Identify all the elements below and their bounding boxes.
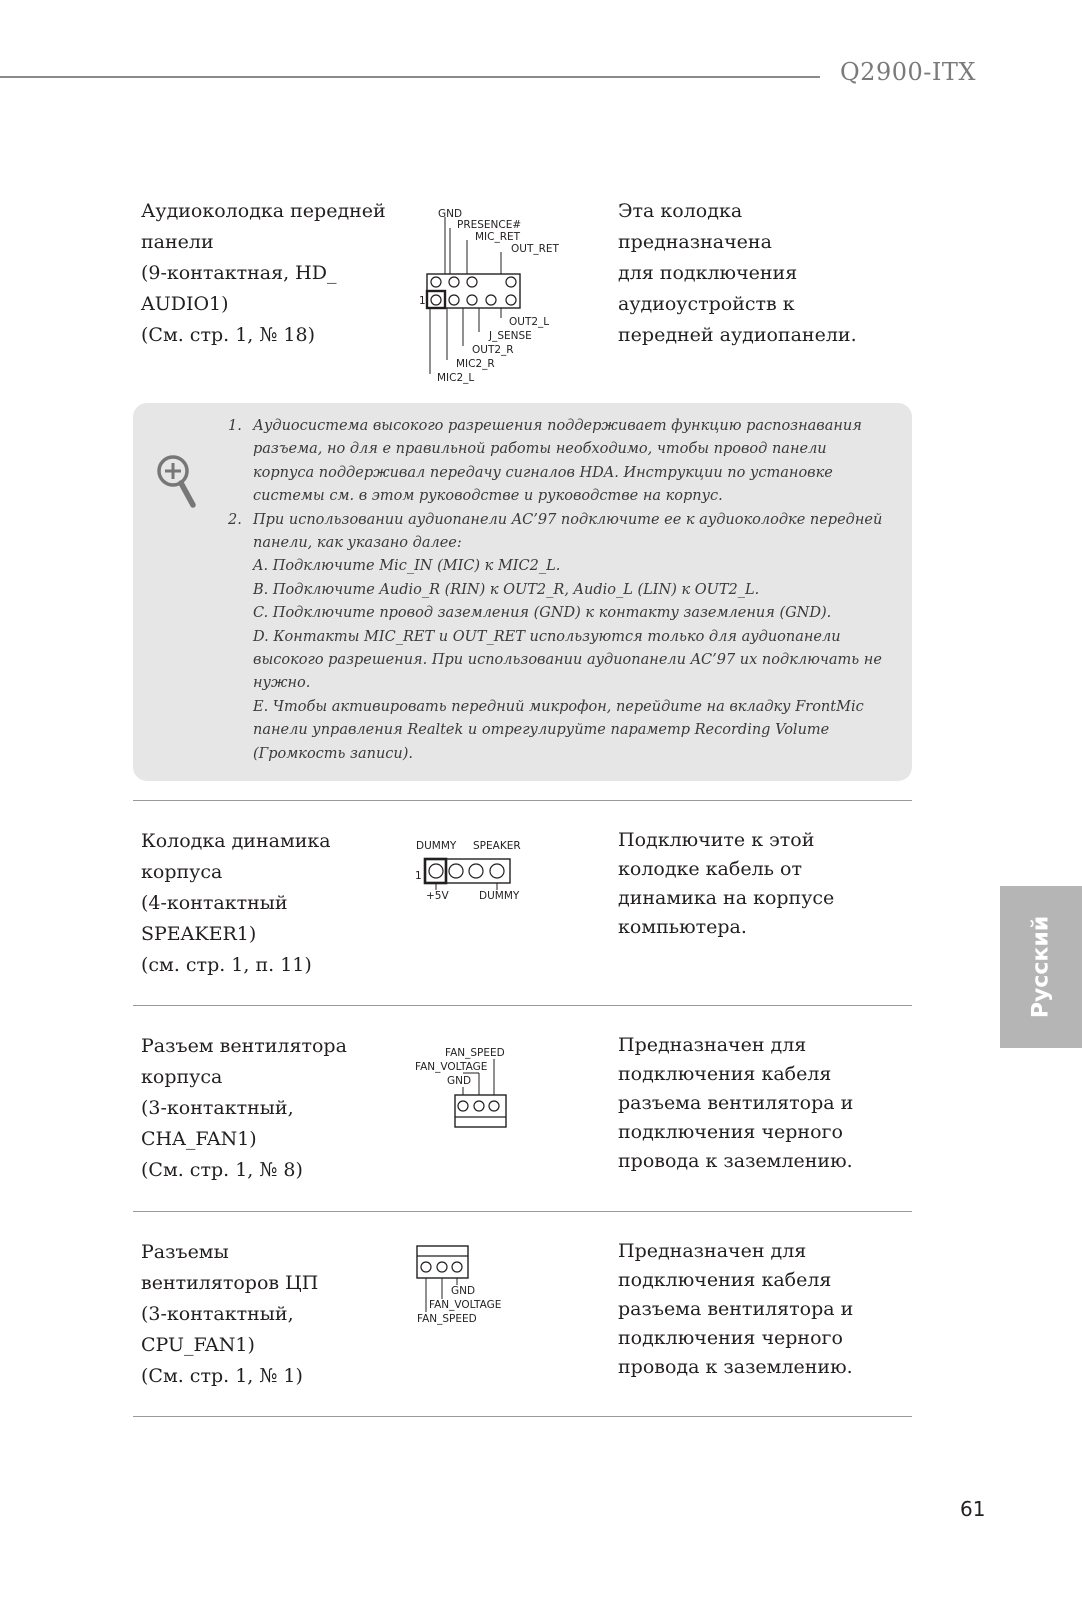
model-name: Q2900-ITX <box>840 58 976 86</box>
pin-label-dummy-bottom: DUMMY <box>479 890 520 902</box>
note-item: 1. Аудиосистема высокого разрешения поддерживает функцию распознавания разъема, но для е правильной работы необходимо, чтобы провод панели корпуса поддерживал передачу сигналов HDA. Инструкции по установке системы см. в этом руководстве и руководстве на корпус. <box>228 418 862 505</box>
pin-row <box>429 864 504 878</box>
page-number: 61 <box>960 1497 986 1521</box>
chassis-fan-diagram <box>405 1040 555 1130</box>
note-sub-d: D. Контакты MIC_RET и OUT_RET используются только для аудиопанели высокого разрешения. При использовании аудиопанели AC’97 их подключать не нужно. <box>253 628 882 692</box>
magnifier-plus-icon <box>155 453 201 513</box>
chassis-fan-description: Предназначен для подключения кабеля разъема вентилятора и подключения черного провода к заземлению. <box>618 1034 854 1172</box>
pin-label-mic-ret: MIC_RET <box>475 231 521 243</box>
hd-audio-diagram <box>405 200 580 390</box>
pin-row <box>458 1101 499 1111</box>
pin-label-speaker: SPEAKER <box>473 840 521 852</box>
chassis-fan-label: Разъем вентилятора корпуса (3-контактный, CHA_FAN1) (См. стр. 1, № 8) <box>141 1035 347 1181</box>
language-tab <box>1000 886 1082 1048</box>
section-divider <box>133 1005 912 1006</box>
pin-label-fan-speed: FAN_SPEED <box>445 1047 505 1059</box>
cpu-fan-diagram <box>405 1242 555 1327</box>
hd-audio-label: Аудиоколодка передней панели (9-контактная, HD_ AUDIO1) (См. стр. 1, № 18) <box>141 200 386 346</box>
pin-label-j-sense: J_SENSE <box>489 330 532 342</box>
pin-row <box>421 1262 462 1272</box>
section-divider <box>133 1211 912 1212</box>
section-divider <box>133 800 912 801</box>
pin-label-fan-speed: FAN_SPEED <box>417 1313 477 1325</box>
pin-label-mic2-r: MIC2_R <box>456 358 495 370</box>
speaker-description: Подключите к этой колодке кабель от динамика на корпусе компьютера. <box>618 829 835 938</box>
pin-label-gnd: GND <box>438 208 463 220</box>
note-item: 2. При использовании аудиопанели AC’97 подключите ее к аудиоколодке передней панели, как указано далее: A. Подключите Mic_IN (MIC) к MIC2_L. B. Подключите Audio_R (RIN) к OUT2_R, Audio_L (LIN) к OUT2_L. C. Подключите провод заземления (GND) к контакту заземления (GND). D. Контакты MIC_RET и OUT_RET используются только для аудиопанели высокого разрешения. При использовании аудиопанели AC’97 их подключать не нужно. E. Чтобы активировать передний микрофон, перейдите на вкладку FrontMic панели управления Realtek и отрегулируйте параметр Recording Volume (Громкость записи). <box>228 509 888 766</box>
note-sub-a: A. Подключите Mic_IN (MIC) к MIC2_L. <box>253 558 561 575</box>
pin-label-gnd: GND <box>451 1285 476 1297</box>
pin-label-out2-l: OUT2_L <box>509 316 550 328</box>
pin-row-bottom <box>431 295 516 305</box>
pin-label-out-ret: OUT_RET <box>511 243 559 255</box>
note-sub-c: C. Подключите провод заземления (GND) к контакту заземления (GND). <box>253 605 832 622</box>
section-divider <box>133 1416 912 1417</box>
pin-label-dummy-top: DUMMY <box>416 840 457 852</box>
notes-list <box>228 415 888 766</box>
pin-row-top <box>431 277 516 287</box>
speaker-label: Колодка динамика корпуса (4-контактный SPEAKER1) (см. стр. 1, п. 11) <box>141 830 331 976</box>
pin-label-out2-r: OUT2_R <box>472 344 514 356</box>
speaker-diagram <box>405 832 555 907</box>
pin-label-fan-voltage: FAN_VOLTAGE <box>415 1061 488 1073</box>
header-outline <box>425 859 510 883</box>
pin-label-presence: PRESENCE# <box>457 219 522 231</box>
language-tab-label: Русский <box>1028 915 1054 1019</box>
pin-label-fan-voltage: FAN_VOLTAGE <box>429 1299 502 1311</box>
note-sub-e: E. Чтобы активировать передний микрофон, перейдите на вкладку FrontMic панели управления Realtek и отрегулируйте параметр Recording Volume (Громкость записи). <box>253 698 864 762</box>
header-rule <box>0 76 820 78</box>
note-sub-b: B. Подключите Audio_R (RIN) к OUT2_R, Audio_L (LIN) к OUT2_L. <box>253 581 760 598</box>
cpu-fan-label: Разъемы вентиляторов ЦП (3-контактный, CPU_FAN1) (См. стр. 1, № 1) <box>141 1241 319 1387</box>
pin-label-gnd: GND <box>447 1075 472 1087</box>
pin1-label: 1 <box>415 870 422 882</box>
pin-label-5v: +5V <box>426 890 449 902</box>
note-box <box>133 403 912 781</box>
pin1-label: 1 <box>419 295 426 307</box>
cpu-fan-description: Предназначен для подключения кабеля разъема вентилятора и подключения черного провода к заземлению. <box>618 1240 854 1378</box>
pin-label-mic2-l: MIC2_L <box>437 372 475 384</box>
hd-audio-description: Эта колодка предназначена для подключения аудиоустройств к передней аудиопанели. <box>618 200 857 346</box>
